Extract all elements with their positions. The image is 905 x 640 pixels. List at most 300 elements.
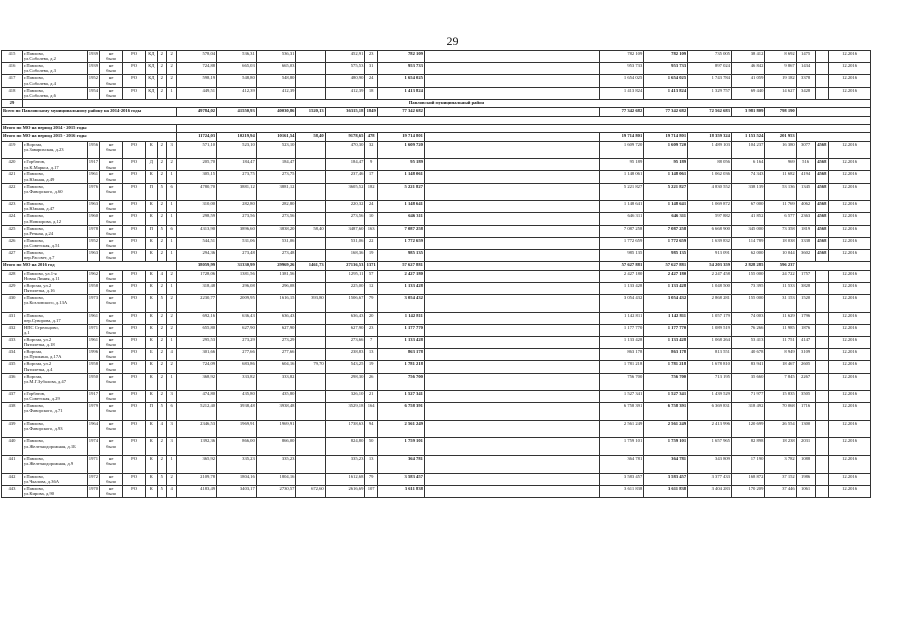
type-cell: РО [123, 312, 146, 324]
cost-fund-cell: 1 133 428 [644, 336, 688, 348]
unit-cost-cell: 1757 [796, 270, 815, 282]
blank-row [2, 116, 871, 124]
area-total-cell: 2109,78 [177, 473, 217, 485]
flag-line: было [106, 92, 117, 98]
row-number: 442 [2, 473, 23, 485]
address-line: г.Павлово, [23, 225, 45, 231]
cost-region-cell: 67 000 [731, 201, 764, 213]
area-cell: 412,39 [217, 87, 257, 99]
area-total-cell: 1728,06 [177, 270, 217, 282]
cost-cell: 782 109 [377, 51, 424, 63]
flag-line: не [108, 282, 114, 288]
address-line: г.Павлово, [23, 87, 45, 93]
flag-line: не [108, 438, 114, 444]
material-cell: К [146, 282, 157, 294]
total-cost-all: 19 714 801 [600, 133, 644, 141]
area-living-cell: 273,75 [256, 171, 296, 183]
address-line: ул.Железнодорожная, д.9 [23, 461, 74, 467]
address-cell [22, 225, 87, 237]
type-cell: РО [123, 201, 146, 213]
cost-fund-part-cell: 1 057 179 [688, 312, 732, 324]
area-living-cell: 335,23 [256, 456, 296, 474]
address-line: ул.Кирова, д.90 [23, 491, 55, 497]
cost-cell: 1 654 025 [377, 75, 424, 87]
cost-local-cell: 11 533 [765, 282, 796, 294]
cost-local-cell: 11 629 [765, 312, 796, 324]
area-nonliving-cell: 672,60 [296, 485, 325, 497]
cost-total-cell: 6 758 391 [600, 403, 644, 421]
year-cell: 1973 [87, 294, 100, 312]
flag-line: было [106, 426, 117, 432]
area-cell: 1381,56 [217, 270, 257, 282]
residents-cell: 23 [365, 51, 378, 63]
table-row [2, 420, 871, 438]
type-cell: РО [123, 324, 146, 336]
entrances-cell: 2 [166, 159, 176, 171]
year-cell: 1961 [87, 312, 100, 324]
type-cell: РО [123, 403, 146, 421]
cost-cell: 3 054 432 [377, 294, 424, 312]
material-cell: К [146, 485, 157, 497]
type-cell: РО [123, 485, 146, 497]
type-cell: РО [123, 373, 146, 391]
residents-cell: 57 [365, 270, 378, 282]
material-cell: К [146, 213, 157, 225]
material-cell: К [146, 391, 157, 403]
type-cell: РО [123, 213, 146, 225]
floors-cell: 5 [157, 403, 166, 421]
area-nonliving-cell [296, 171, 325, 183]
unit-cost-cell: 1716 [796, 403, 815, 421]
unit-cost-cell: 516 [796, 159, 815, 171]
floors-cell: 2 [157, 324, 166, 336]
table-row [2, 391, 871, 403]
material-cell: К [146, 294, 157, 312]
address-line: г.Павлово, [23, 473, 45, 479]
cost-cell: 1 413 824 [377, 87, 424, 99]
entrances-cell: 1 [166, 171, 176, 183]
address-cell [22, 159, 87, 171]
area-private-cell: 470,30 [325, 141, 365, 159]
cost-fund-cell: 1 133 428 [644, 282, 688, 294]
address-line: г.Павлово, [23, 294, 45, 300]
entrances-cell: 3 [166, 141, 176, 159]
unit-cost-cell: 2267 [796, 373, 815, 391]
empty-cell [424, 141, 599, 159]
area-total-cell: 305,15 [177, 171, 217, 183]
area-cell: 277,66 [217, 349, 257, 361]
address-line: ул.Фаворского, д.60 [23, 188, 63, 194]
date-cell: 12.2016 [829, 336, 871, 348]
area-living-cell: 1804,16 [256, 473, 296, 485]
total-cost-all: 77 342 682 [600, 108, 644, 116]
date-cell: 12.2016 [829, 373, 871, 391]
year-cell: 1954 [87, 87, 100, 99]
empty-cell [424, 262, 599, 270]
material-cell: П [146, 183, 157, 201]
date-cell: 12.2016 [829, 183, 871, 201]
floors-cell: 2 [157, 282, 166, 294]
cost-fund-cell: 364 781 [644, 456, 688, 474]
area-living-cell: 435,80 [256, 391, 296, 403]
cost-local-cell: 7 845 [765, 373, 796, 391]
cost-fund-cell: 95 189 [644, 159, 688, 171]
cost-cell: 646 311 [377, 213, 424, 225]
flag-line: не [108, 312, 114, 318]
material-cell: К [146, 312, 157, 324]
area-living-cell: 866,00 [256, 438, 296, 456]
area-total-cell: 4183,49 [177, 485, 217, 497]
area-total-cell: 724,88 [177, 63, 217, 75]
total-cost-local: 798 190 [765, 108, 796, 116]
area-cell: 531,06 [217, 237, 257, 249]
entrances-cell: 4 [166, 349, 176, 361]
type-cell: РО [123, 270, 146, 282]
cost-fund-part-cell: 2 247 458 [688, 270, 732, 282]
row-number: 435 [2, 361, 23, 373]
area-private-cell: 531,06 [325, 237, 365, 249]
address-cell [22, 201, 87, 213]
cost-fund-part-cell: 1 743 784 [688, 75, 732, 87]
date-cell: 12.2016 [829, 141, 871, 159]
entrances-cell: 6 [166, 183, 176, 201]
flag-cell [100, 456, 123, 474]
material-cell: КД [146, 63, 157, 75]
limit-cell [815, 361, 829, 373]
residents-cell: 31 [365, 63, 378, 75]
area-private-cell: 627,90 [325, 324, 365, 336]
area-cell: 184,47 [217, 159, 257, 171]
area-cell: 3881,12 [217, 183, 257, 201]
cost-cell: 3 611 838 [377, 485, 424, 497]
area-cell: 335,23 [217, 456, 257, 474]
flag-line: было [106, 378, 117, 384]
residents-cell: 18 [365, 87, 378, 99]
row-number: 423 [2, 201, 23, 213]
material-cell: К [146, 456, 157, 474]
unit-cost-cell: 1876 [796, 324, 815, 336]
cost-local-cell: 9 867 [765, 63, 796, 75]
area-cell: 3896,60 [217, 225, 257, 237]
address-cell [22, 324, 87, 336]
cost-local-cell: 10 044 [765, 250, 796, 262]
year-cell: 1974 [87, 438, 100, 456]
cost-region-cell: 6 164 [731, 159, 764, 171]
cost-local-cell: 3 782 [765, 456, 796, 474]
total-row [2, 108, 871, 116]
date-cell: 12.2016 [829, 312, 871, 324]
row-label: Итого по МО на период 2014 - 2015 годы [2, 124, 177, 132]
address-line: г.Павлово, [23, 438, 45, 444]
cost-fund-part-cell: 1 678 810 [688, 361, 732, 373]
year-cell: 1917 [87, 391, 100, 403]
year-cell: 1979 [87, 403, 100, 421]
area-nonliving-cell [296, 438, 325, 456]
cost-local-cell: 14 627 [765, 87, 796, 99]
cost-cell: 1 148 641 [377, 201, 424, 213]
cost-fund-part-cell: 6 668 900 [688, 225, 732, 237]
floors-cell: 5 [157, 225, 166, 237]
cost-region-cell: 345 000 [731, 225, 764, 237]
flag-line: не [108, 391, 114, 397]
entrances-cell: 4 [166, 485, 176, 497]
flag-line: было [106, 146, 117, 152]
area-living-cell: 2730,57 [256, 485, 296, 497]
type-cell: РО [123, 473, 146, 485]
total-cost-region: 3 981 809 [731, 108, 764, 116]
cost-total-cell: 1 177 770 [600, 324, 644, 336]
flag-line: не [108, 183, 114, 189]
address-line: г.Павлово, [23, 403, 45, 409]
residents-cell: 22 [365, 237, 378, 249]
cost-cell: 1 781 218 [377, 361, 424, 373]
total-area-nonliving: 58,40 [296, 133, 325, 141]
residents-cell: 24 [365, 201, 378, 213]
address-cell [22, 294, 87, 312]
cost-cell: 1 772 659 [377, 237, 424, 249]
year-cell: 1963 [87, 250, 100, 262]
limit-cell [815, 75, 829, 87]
address-cell [22, 213, 87, 225]
area-total-cell: 578,04 [177, 51, 217, 63]
year-cell: 1917 [87, 159, 100, 171]
cost-local-cell: 11 769 [765, 201, 796, 213]
address-cell [22, 51, 87, 63]
address-cell [22, 171, 87, 183]
flag-cell [100, 237, 123, 249]
cost-region-cell: 73 395 [731, 282, 764, 294]
year-cell: 1978 [87, 225, 100, 237]
cost-region-cell: 71 977 [731, 391, 764, 403]
unit-cost-cell: 3828 [796, 282, 815, 294]
address-line: ул.Соболева, д.2 [23, 56, 56, 62]
area-total-cell: 318,48 [177, 282, 217, 294]
area-total-cell: 4780,70 [177, 183, 217, 201]
area-private-cell: 335,23 [325, 456, 365, 474]
cost-local-cell: 18 467 [765, 361, 796, 373]
cost-fund-cell: 1 413 824 [644, 87, 688, 99]
area-total-cell: 544,51 [177, 237, 217, 249]
table-row [2, 312, 871, 324]
cost-cell: 1 759 101 [377, 438, 424, 456]
unit-cost-cell: 1300 [796, 420, 815, 438]
area-nonliving-cell: 58,40 [296, 225, 325, 237]
area-private-cell: 326,10 [325, 391, 365, 403]
row-number: 422 [2, 183, 23, 201]
address-line: г.Павлово, [23, 171, 45, 177]
floors-cell: 2 [157, 87, 166, 99]
entrances-cell: 3 [166, 391, 176, 403]
year-cell: 1939 [87, 63, 100, 75]
row-number: 431 [2, 312, 23, 324]
flag-cell [100, 270, 123, 282]
area-total-cell: 368,92 [177, 373, 217, 391]
flag-line: было [106, 176, 117, 182]
area-total-cell: 295,53 [177, 336, 217, 348]
flag-line: не [108, 349, 114, 355]
area-living-cell: 282,80 [256, 201, 296, 213]
address-line: г.Ворсма, [23, 349, 43, 355]
floors-cell: 2 [157, 391, 166, 403]
flag-cell [100, 349, 123, 361]
year-cell: 1961 [87, 336, 100, 348]
flag-line: было [106, 478, 117, 484]
total-cost: 57 627 881 [377, 262, 424, 270]
area-living-cell: 277,66 [256, 349, 296, 361]
address-line: г.Павлово, [23, 51, 45, 56]
area-total-cell: 301,66 [177, 349, 217, 361]
flag-line: было [106, 300, 117, 306]
flag-line: было [106, 243, 117, 249]
area-living-cell: 3938,48 [256, 403, 296, 421]
year-cell: 1952 [87, 237, 100, 249]
empty-cell [424, 75, 599, 87]
cost-fund-cell: 1 177 770 [644, 324, 688, 336]
cost-fund-part-cell: 1 062 036 [688, 171, 732, 183]
address-line: пер.Рассвет, д.7 [23, 255, 55, 261]
cost-fund-part-cell: 1 657 965 [688, 438, 732, 456]
address-line: НПС Стрельцово, [23, 324, 59, 330]
address-line: Новая Линия, д.11 [23, 275, 60, 281]
residents-cell: 79 [365, 294, 378, 312]
area-nonliving-cell [296, 213, 325, 225]
address-line: ул.Южная, д.49 [23, 176, 55, 182]
type-cell: РО [123, 87, 146, 99]
flag-cell [100, 171, 123, 183]
empty-cell [424, 63, 599, 75]
table-row [2, 213, 871, 225]
area-private-cell: 824,80 [325, 438, 365, 456]
cost-local-cell: 969 [765, 159, 796, 171]
area-total-cell: 1392,36 [177, 438, 217, 456]
cost-total-cell: 2 427 180 [600, 270, 644, 282]
year-cell: 1960 [87, 213, 100, 225]
address-line: г.Ворсма, ул.2 [23, 282, 52, 288]
type-cell: РО [123, 237, 146, 249]
empty-cell [424, 391, 599, 403]
residents-cell: 94 [365, 420, 378, 438]
cost-fund-part-cell: 3 404 283 [688, 485, 732, 497]
flag-line: не [108, 336, 114, 342]
cost-fund-part-cell: 4 830 552 [688, 183, 732, 201]
table-row [2, 403, 871, 421]
address-cell [22, 403, 87, 421]
material-cell: К [146, 336, 157, 348]
flag-line: не [108, 324, 114, 330]
empty-cell [424, 403, 599, 421]
address-line: ул.Соболева, д.3 [23, 68, 56, 74]
cost-fund-cell: 5 221 827 [644, 183, 688, 201]
flag-cell [100, 403, 123, 421]
area-private-cell: 238,83 [325, 349, 365, 361]
total-cost-fund-part: 72 562 683 [688, 108, 732, 116]
row-number: 443 [2, 485, 23, 497]
cost-cell: 364 781 [377, 456, 424, 474]
area-living-cell: 665,03 [256, 63, 296, 75]
address-line: ул.К.Маркса, д.17 [23, 164, 59, 170]
residents-cell: 23 [365, 324, 378, 336]
year-cell: 1971 [87, 324, 100, 336]
empty-cell [177, 124, 871, 132]
flag-cell [100, 473, 123, 485]
area-private-cell: 412,39 [325, 87, 365, 99]
year-cell: 1996 [87, 349, 100, 361]
area-nonliving-cell [296, 373, 325, 391]
area-private-cell: 273,56 [325, 213, 365, 225]
area-nonliving-cell [296, 75, 325, 87]
cost-fund-part-cell: 897 024 [688, 63, 732, 75]
total-area-total: 38059,99 [177, 262, 217, 270]
empty-cell [796, 262, 870, 270]
area-private-cell: 273,66 [325, 336, 365, 348]
table-row [2, 63, 871, 75]
area-living-cell: 3881,12 [256, 183, 296, 201]
area-living-cell: 3838,20 [256, 225, 296, 237]
cost-region-cell: 35 660 [731, 373, 764, 391]
cost-cell: 95 189 [377, 159, 424, 171]
limit-cell [815, 312, 829, 324]
address-cell [22, 250, 87, 262]
area-cell: 282,80 [217, 201, 257, 213]
cost-fund-part-cell: 735 005 [688, 51, 732, 63]
flag-line: не [108, 141, 114, 147]
cost-fund-cell: 1 142 811 [644, 312, 688, 324]
cost-local-cell: 73 358 [765, 225, 796, 237]
cost-local-cell: 8 949 [765, 349, 796, 361]
address-line: г.Павлово, [23, 75, 45, 81]
empty-cell [424, 473, 599, 485]
flag-line: было [106, 461, 117, 467]
cost-local-cell: 16 380 [765, 141, 796, 159]
flag-line: было [106, 164, 117, 170]
table-row [2, 373, 871, 391]
date-cell: 12.2016 [829, 159, 871, 171]
entrances-cell: 2 [166, 51, 176, 63]
address-line: ул.Советская, д.29 [23, 396, 60, 402]
flag-cell [100, 250, 123, 262]
cost-total-cell: 1 133 428 [600, 336, 644, 348]
type-cell: РО [123, 171, 146, 183]
address-cell [22, 282, 87, 294]
cost-local-cell: 18 238 [765, 438, 796, 456]
unit-cost-cell: 1088 [796, 456, 815, 474]
table-row [2, 473, 871, 485]
row-number: 415 [2, 51, 23, 63]
area-cell: 2009,95 [217, 294, 257, 312]
residents-cell: 13 [365, 349, 378, 361]
area-nonliving-cell [296, 201, 325, 213]
address-line: ул.Чкалова, д.36А [23, 478, 60, 484]
residents-cell: 182 [365, 183, 378, 201]
floors-cell: 4 [157, 420, 166, 438]
cost-fund-cell: 2 561 249 [644, 420, 688, 438]
address-cell [22, 456, 87, 474]
year-cell: 1950 [87, 373, 100, 391]
address-cell [22, 312, 87, 324]
entrances-cell: 2 [166, 270, 176, 282]
address-cell [22, 438, 87, 456]
flag-line: было [106, 287, 117, 293]
date-cell: 12.2016 [829, 250, 871, 262]
date-cell: 12.2016 [829, 324, 871, 336]
cost-cell: 1 148 061 [377, 171, 424, 183]
cost-fund-cell: 1 527 341 [644, 391, 688, 403]
row-number: 427 [2, 250, 23, 262]
cost-region-cell: 74 003 [731, 312, 764, 324]
address-cell [22, 75, 87, 87]
area-total-cell: 205,70 [177, 159, 217, 171]
area-living-cell: 333,82 [256, 373, 296, 391]
